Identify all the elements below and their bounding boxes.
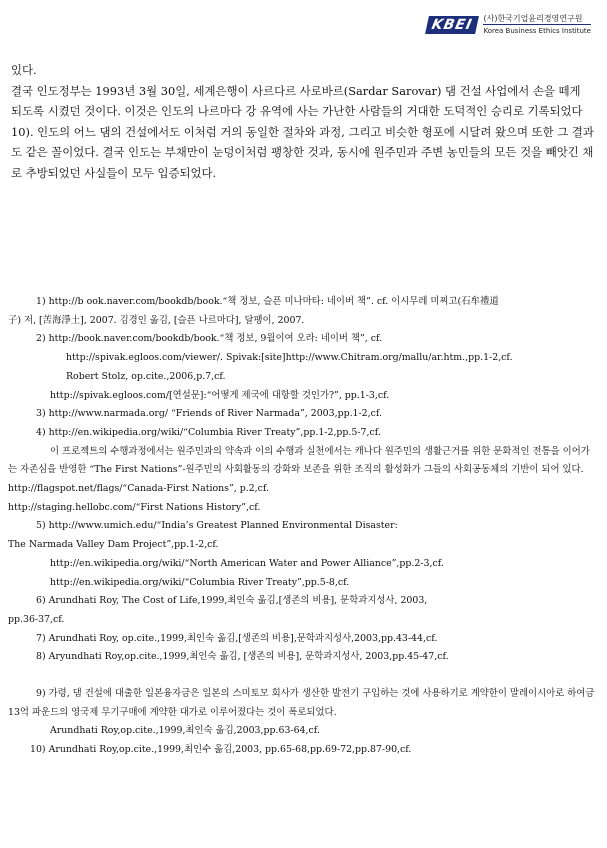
footnote-line: The Narmada Valley Dam Project”,pp.1-2,cf. bbox=[8, 539, 219, 551]
footnote-line: 8) Aryundhati Roy,op.cite.,1999,최인숙 옮김, [생존의 비용], 문학과지성사, 2003,pp.45-47,cf. bbox=[36, 651, 449, 663]
footnotes bbox=[8, 293, 596, 760]
footnote-line: http://spivak.egloos.com/viewer/. Spivak:[site]http://www.Chitram.org/mallu/ar.htm.,pp.1-2,cf. bbox=[66, 352, 513, 364]
paragraph: 결국 인도정부는 1993년 3월 30일, 세계은행이 사르다르 사로바르(Sardar Sarovar) 댐 건설 사업에서 손을 떼게 되도록 시켰던 것이다. 이것은 인도의 나르마다 강 유역에 사는 가난한 사람들의 거대한 도덕적인 승리로 기록되었다10). 인도의 어느 댐의 건설에서도 이처럼 거의 동일한 절차와 과정, 그리고 비슷한 형포에 시달려 왔으며 또한 그 결과도 같은 꼴이었다. 결국 인도는 부채만이 눈덩이처럼 팽창한 것과, 동시에 원주민과 주변 농민들의 모든 것을 빼앗긴 채로 추방되었던 사실들이 모두 입증되었다. bbox=[11, 83, 594, 180]
footnote-line: http://staging.hellobc.com/“First Nations History”,cf. bbox=[8, 501, 261, 513]
org-name-english: Korea Business Ethics Institute bbox=[483, 24, 591, 36]
footnote-line: 子) 저, [苦海淨土], 2007. 김경인 옮김, [슬픈 나르마다], 달팽이, 2007. bbox=[8, 314, 305, 326]
footnote-line: 4) http://en.wikipedia.org/wiki/“Columbia River Treaty”,pp.1-2,pp.5-7,cf. bbox=[36, 426, 381, 438]
header-logo bbox=[427, 14, 591, 36]
footnote-line: http://en.wikipedia.org/wiki/“North American Water and Power Alliance”,pp.2-3,cf. bbox=[50, 557, 444, 569]
footnote-line: 2) http://book.naver.com/bookdb/book.“책 정보, 9월이여 오라: 네이버 책”, cf. bbox=[36, 333, 383, 345]
footnote-line: pp.36-37,cf. bbox=[8, 613, 65, 625]
footnote-paragraph: 이 프로젝트의 수행과정에서는 원주민과의 약속과 이의 수행과 실천에서는 캐나다 원주민의 생활근거를 위한 문화적인 전통을 이어가는 자존심을 반영한 “The First Nations”-원주민의 사회활동의 강화와 보존을 위한 조직의 활성화가 그들의 사회공동체의 기반이 되어 있다. bbox=[8, 445, 590, 476]
footnote-line: 6) Arundhati Roy, The Cost of Life,1999,최인숙 옮김,[생존의 비용], 문학과지성사, 2003, bbox=[36, 595, 428, 607]
footnote-line: http://en.wikipedia.org/wiki/“Columbia River Treaty”,pp.5-8,cf. bbox=[50, 576, 350, 588]
footnote-line: 3) http://www.narmada.org/ “Friends of River Narmada”, 2003,pp.1-2,cf. bbox=[36, 408, 382, 420]
footnote-line: Robert Stolz, op.cite.,2006,p.7,cf. bbox=[66, 370, 226, 382]
footnote-line: Arundhati Roy,op.cite.,1999,최인숙 옮김,2003,pp.63-64,cf. bbox=[50, 725, 320, 737]
kbei-logo-mark: KBEI bbox=[426, 16, 480, 34]
body-text bbox=[11, 60, 595, 183]
footnote-line: 10) Arundhati Roy,op.cite.,1999,최인수 옮김,2003, pp.65-68,pp.69-72,pp.87-90,cf. bbox=[30, 744, 412, 756]
footnote-line: 5) http://www.umich.edu/“India’s Greatest Planned Environmental Disaster: bbox=[36, 520, 398, 532]
footnote-line: http://spivak.egloos.com/[연설문]:“어떻게 제국에 대항할 것인가?”, pp.1-3,cf. bbox=[50, 389, 390, 401]
spacer bbox=[8, 667, 596, 685]
footnote-line: 7) Arundhati Roy, op.cite.,1999,최인숙 옮김,[생존의 비용],문학과지성사,2003,pp.43-44,cf. bbox=[36, 632, 438, 644]
footnote-paragraph: 9) 가령, 댐 건설에 대출한 일본융자금은 일본의 스미토모 회사가 생산한 발전기 구입하는 것에 사용하기로 계약한이 말레이시아로 하여금 13억 파운드의 영국제 무기구매에 계약한 대가로 이루어졌다는 것이 폭로되었다. bbox=[8, 688, 595, 718]
footnote-line: http://flagspot.net/flags/“Canada-First Nations”, p.2,cf. bbox=[8, 483, 270, 495]
logo-text bbox=[483, 14, 591, 36]
org-name-korean: (사)한국기업윤리경영연구원 bbox=[483, 14, 583, 23]
paragraph: 있다. bbox=[11, 63, 37, 77]
footnote-line: 1) http://b ook.naver.com/bookdb/book.“책 정보, 슬픈 미나마타: 네이버 책”. cf. 이시무레 미찌고(石牟禮道 bbox=[36, 296, 499, 307]
